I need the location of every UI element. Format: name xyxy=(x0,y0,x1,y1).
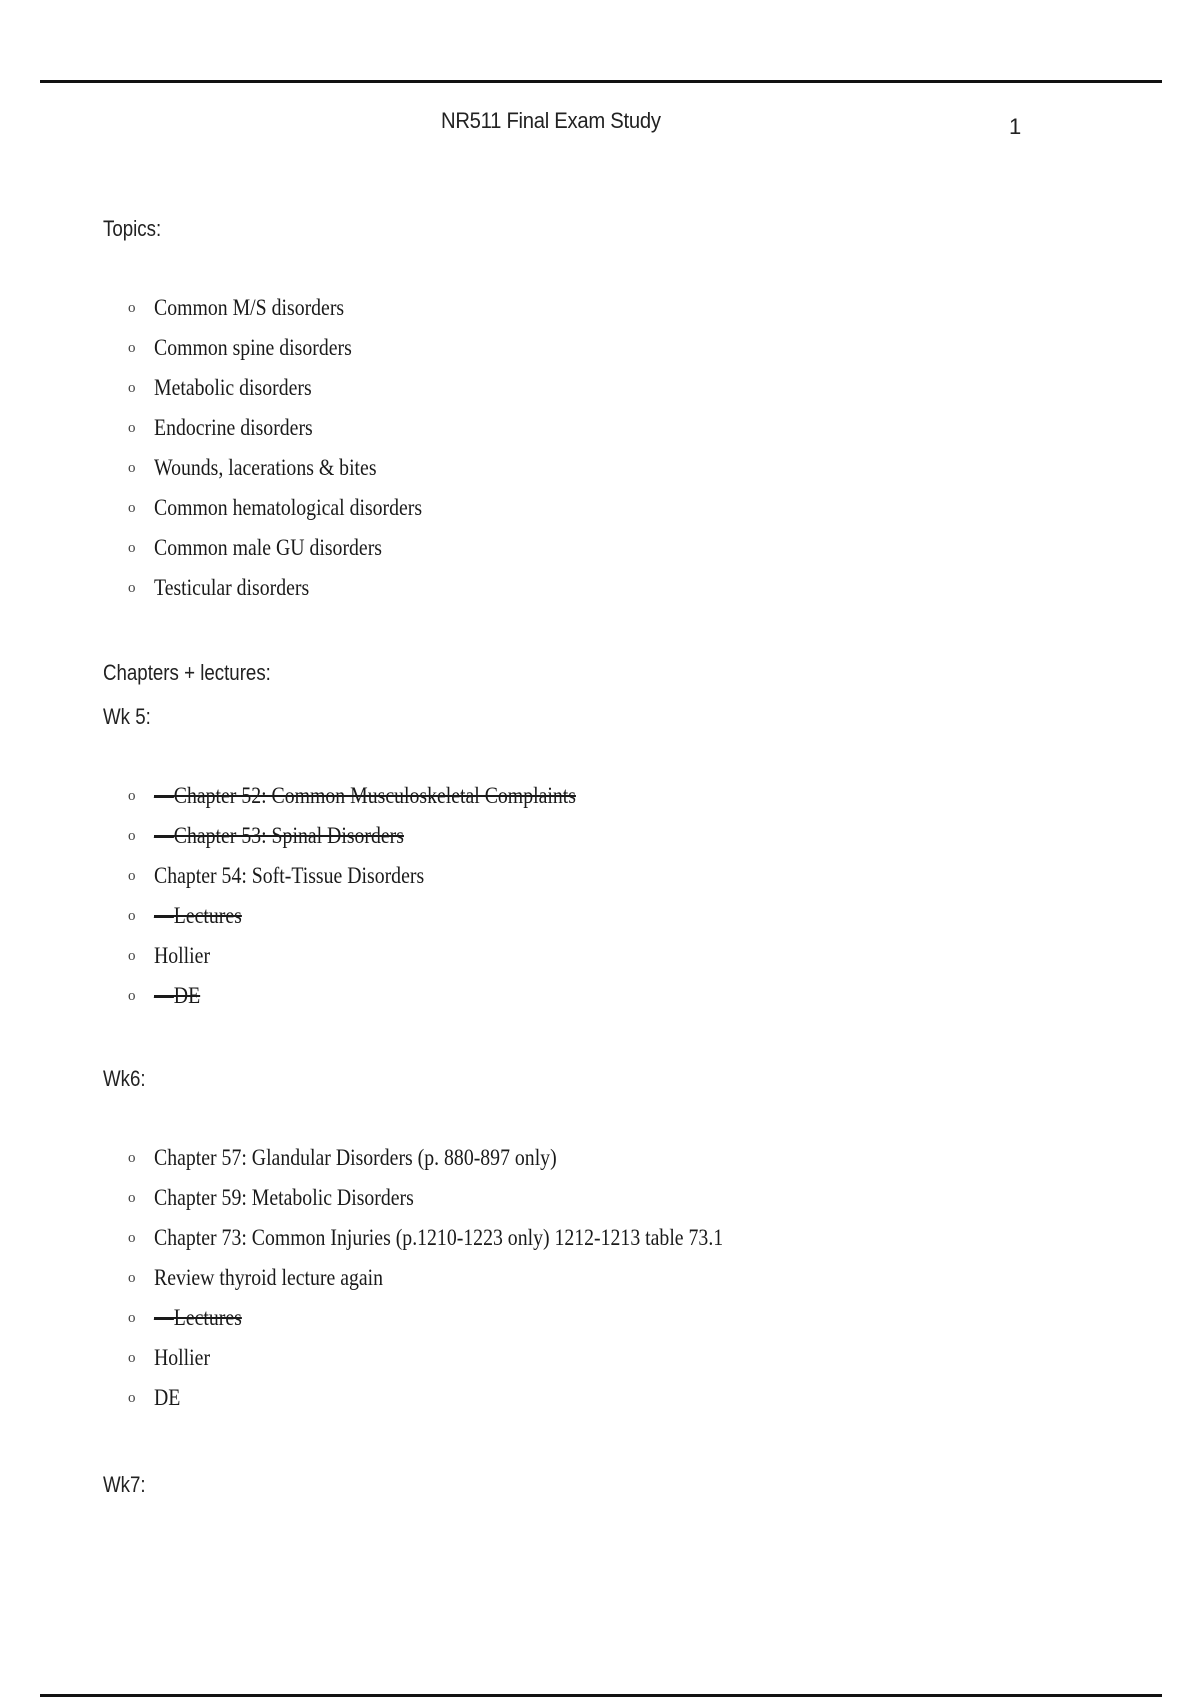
list-item xyxy=(128,936,645,976)
list-item-text: Metabolic disorders xyxy=(154,375,312,400)
wk5-heading: Wk 5: xyxy=(103,704,151,729)
list-item-text: DE xyxy=(154,1385,181,1410)
list-item xyxy=(128,448,466,488)
list-item-text: Hollier xyxy=(154,1345,211,1370)
list-item-text: —DE xyxy=(154,983,201,1008)
list-item xyxy=(128,408,466,448)
wk6-list xyxy=(128,1138,816,1418)
bullet-icon: o xyxy=(128,299,136,316)
list-item xyxy=(128,896,645,936)
topics-list xyxy=(128,288,466,608)
list-item-text: —Chapter 52: Common Musculoskeletal Complaints xyxy=(154,783,576,808)
bullet-icon: o xyxy=(128,1189,136,1206)
list-item-text: Testicular disorders xyxy=(154,575,310,600)
list-item xyxy=(128,1378,816,1418)
topics-heading: Topics: xyxy=(103,216,162,241)
header-rule xyxy=(40,80,1162,83)
list-item xyxy=(128,776,645,816)
bullet-icon: o xyxy=(128,539,136,556)
list-item-text: Chapter 57: Glandular Disorders (p. 880-897 only) xyxy=(154,1145,557,1170)
list-item xyxy=(128,1138,816,1178)
bullet-icon: o xyxy=(128,867,136,884)
list-item xyxy=(128,1178,816,1218)
bullet-icon: o xyxy=(128,1229,136,1246)
list-item-text: Endocrine disorders xyxy=(154,415,313,440)
list-item-text: Chapter 54: Soft-Tissue Disorders xyxy=(154,863,425,888)
list-item xyxy=(128,288,466,328)
bullet-icon: o xyxy=(128,579,136,596)
wk6-heading: Wk6: xyxy=(103,1066,146,1091)
list-item-text: Wounds, lacerations & bites xyxy=(154,455,377,480)
wk5-list xyxy=(128,776,645,1016)
bullet-icon: o xyxy=(128,907,136,924)
document-title: NR511 Final Exam Study xyxy=(441,108,661,133)
list-item-text: Common spine disorders xyxy=(154,335,352,360)
list-item xyxy=(128,1218,816,1258)
bullet-icon: o xyxy=(128,1349,136,1366)
list-item-text: Common hematological disorders xyxy=(154,495,423,520)
bullet-icon: o xyxy=(128,459,136,476)
list-item xyxy=(128,1258,816,1298)
list-item-text: Hollier xyxy=(154,943,211,968)
bullet-icon: o xyxy=(128,339,136,356)
list-item-text: Review thyroid lecture again xyxy=(154,1265,384,1290)
list-item-text: Chapter 59: Metabolic Disorders xyxy=(154,1185,414,1210)
bullet-icon: o xyxy=(128,987,136,1004)
bullet-icon: o xyxy=(128,499,136,516)
list-item-text: —Lectures xyxy=(154,1305,242,1330)
list-item xyxy=(128,1298,816,1338)
bullet-icon: o xyxy=(128,827,136,844)
bullet-icon: o xyxy=(128,1309,136,1326)
list-item xyxy=(128,976,645,1016)
chapters-heading: Chapters + lectures: xyxy=(103,660,271,685)
list-item-text: Common male GU disorders xyxy=(154,535,382,560)
bullet-icon: o xyxy=(128,1269,136,1286)
list-item xyxy=(128,1338,816,1378)
bullet-icon: o xyxy=(128,379,136,396)
bullet-icon: o xyxy=(128,419,136,436)
wk7-heading: Wk7: xyxy=(103,1472,146,1497)
list-item-text: —Lectures xyxy=(154,903,242,928)
list-item xyxy=(128,328,466,368)
list-item-text: —Chapter 53: Spinal Disorders xyxy=(154,823,404,848)
bullet-icon: o xyxy=(128,1149,136,1166)
bullet-icon: o xyxy=(128,947,136,964)
bullet-icon: o xyxy=(128,787,136,804)
list-item xyxy=(128,856,645,896)
list-item-text: Common M/S disorders xyxy=(154,295,345,320)
list-item xyxy=(128,528,466,568)
page-number: 1 xyxy=(1009,114,1022,139)
footer-rule xyxy=(40,1694,1162,1697)
bullet-icon: o xyxy=(128,1389,136,1406)
list-item xyxy=(128,368,466,408)
list-item-text: Chapter 73: Common Injuries (p.1210-1223 only) 1212-1213 table 73.1 xyxy=(154,1225,724,1250)
list-item xyxy=(128,568,466,608)
list-item xyxy=(128,816,645,856)
list-item xyxy=(128,488,466,528)
